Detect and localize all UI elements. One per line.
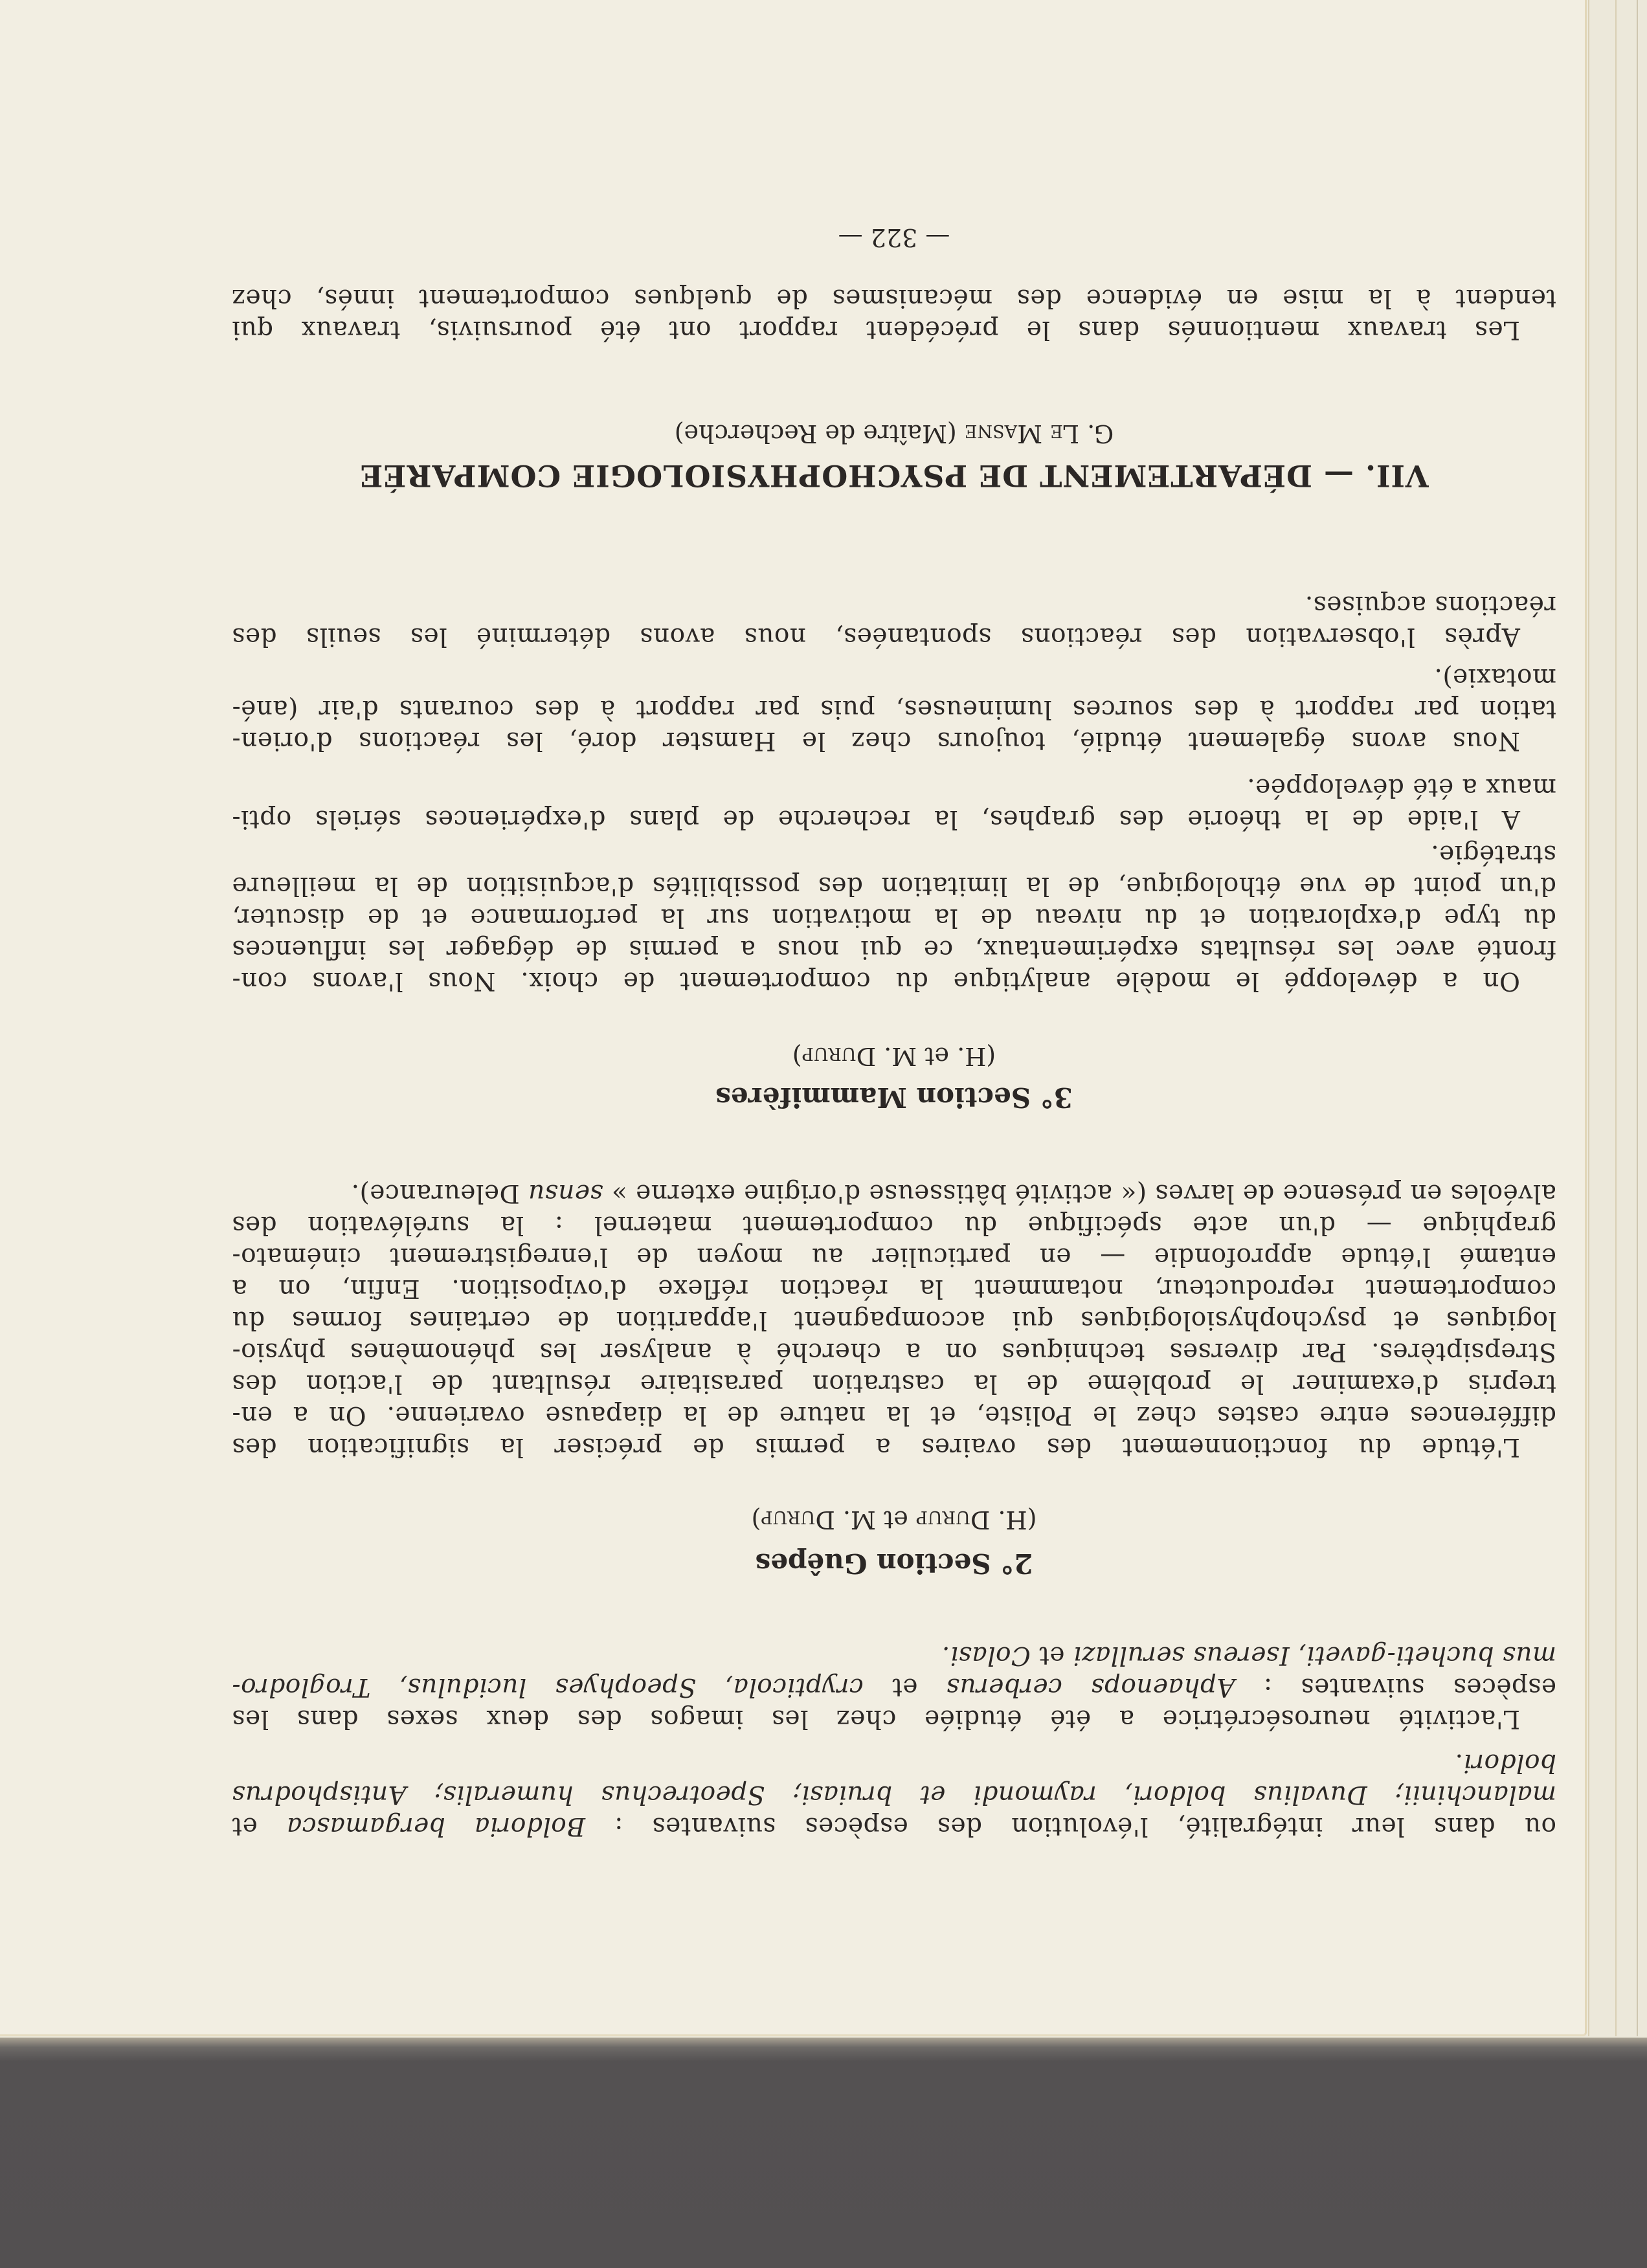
text-line bbox=[232, 662, 1556, 693]
text-line bbox=[232, 725, 1556, 757]
text-line bbox=[232, 1241, 1556, 1273]
text-run: et bbox=[232, 1812, 287, 1841]
text-line bbox=[232, 1810, 1556, 1842]
text-run: L'étude du fonctionnement des ovaires a permis de préciser la signification des bbox=[232, 1432, 1520, 1462]
italic-text: Boldoria bergamasca bbox=[286, 1812, 585, 1841]
text-line bbox=[232, 1747, 1556, 1779]
paragraph-orientation bbox=[232, 662, 1556, 757]
italic-text: malanchinii; Duvalius boldori, raymondi et bruiasi; Speotrechus humeralis; Antisphodrus bbox=[232, 1780, 1556, 1809]
paragraph-thresholds bbox=[232, 589, 1556, 652]
text-run: comportement reproducteur, notamment la réaction réflexe d'oviposition. Enfin, on a bbox=[232, 1274, 1556, 1303]
text-line bbox=[232, 1703, 1556, 1735]
text-run: et M. bbox=[835, 1506, 916, 1534]
text-line bbox=[232, 693, 1556, 725]
section-heading-mammals: 3° Section Mammifères bbox=[715, 1082, 1073, 1113]
text-line bbox=[232, 282, 1556, 314]
text-run: On a développé le modèle analytique du comportement de choix. Nous l'avons con- bbox=[232, 966, 1520, 995]
text-run: A l'aide de la théorie des graphes, la recherche de plans d'expériences sériels opti- bbox=[232, 805, 1520, 834]
small-caps-name: Le Masne bbox=[964, 419, 1080, 448]
text-run: du type d'exploration et du niveau de la motivation sur la performance et de discuter, bbox=[232, 903, 1556, 932]
italic-text: boldori bbox=[1463, 1748, 1556, 1777]
text-line bbox=[232, 1640, 1556, 1671]
text-line bbox=[232, 1273, 1556, 1304]
paragraph-innate-behaviour bbox=[232, 282, 1556, 346]
text-run: Nous avons également étudié, toujours chez le Hamster doré, les réactions d'orien- bbox=[232, 726, 1520, 755]
text-line bbox=[232, 589, 1556, 621]
text-line bbox=[232, 902, 1556, 933]
paragraph-neurosecretion bbox=[232, 1640, 1556, 1735]
small-caps-name: Durup bbox=[761, 1506, 835, 1534]
text-run: logiques et psychophysiologiques qui accompagnent l'apparition de certaines formes du bbox=[232, 1306, 1556, 1335]
text-run: tendent à la mise en évidence des mécanismes de quelques comportement innés, chez bbox=[232, 284, 1556, 313]
text-run: alvéoles en présence de larves (« activité bâtisseuse d'origine externe » bbox=[603, 1179, 1556, 1208]
italic-text: Colasi. bbox=[941, 1641, 1031, 1670]
italic-text: sensu bbox=[528, 1179, 603, 1208]
text-run: graphique — d'un acte spécifique du comportement maternel : la surélévation des bbox=[232, 1210, 1556, 1240]
paragraph-ovaries bbox=[232, 1177, 1556, 1463]
text-run: d'un point de vue éthologique, de la limitation des possibilités d'acquisition de la meilleure bbox=[232, 871, 1556, 900]
department-director bbox=[232, 418, 1556, 449]
text-line bbox=[232, 772, 1556, 803]
text-line bbox=[232, 1671, 1556, 1703]
text-run: ) bbox=[751, 1506, 761, 1534]
text-line bbox=[232, 621, 1556, 652]
text-run: entamé l'étude approfondie — en particulier au moyen de l'enregistrement cinémato- bbox=[232, 1242, 1556, 1271]
scanner-background bbox=[0, 2036, 1647, 2268]
text-line bbox=[232, 933, 1556, 965]
text-line bbox=[232, 1177, 1556, 1209]
text-run: trepris d'examiner le problème de la castration parasitaire résultant de l'action des bbox=[232, 1369, 1556, 1398]
section-heading-wasps: 2° Section Guêpes bbox=[755, 1548, 1033, 1579]
text-line bbox=[232, 803, 1556, 835]
small-caps-name: Durup bbox=[801, 1042, 877, 1071]
text-run: différences entre castes chez le Poliste, et la nature de la diapause ovarienne. On a en- bbox=[232, 1401, 1556, 1430]
text-run: et bbox=[863, 1673, 947, 1702]
text-run: maux a été développée. bbox=[1246, 773, 1556, 802]
section-authors-wasps bbox=[232, 1504, 1556, 1535]
paragraph-graph-theory bbox=[232, 772, 1556, 835]
text-run: Deleurance). bbox=[351, 1179, 528, 1208]
text-line bbox=[232, 1336, 1556, 1368]
text-run: fronté avec les résultats expérimentaux, ce qui nous a permis de dégager les influences bbox=[232, 935, 1556, 964]
text-run: (H. bbox=[990, 1506, 1037, 1534]
text-line bbox=[232, 838, 1556, 870]
text-run: Après l'observation des réactions spontanées, nous avons déterminé les seuils des bbox=[232, 622, 1520, 651]
italic-text: mus bucheti-gaveti, Isereus serullazi bbox=[1073, 1641, 1556, 1670]
text-run: (Maître de Recherche) bbox=[674, 419, 965, 448]
text-run: . bbox=[1455, 1748, 1464, 1777]
text-run: réactions acquises. bbox=[1305, 590, 1556, 619]
text-run: ) bbox=[792, 1042, 802, 1071]
text-run: G. bbox=[1079, 419, 1114, 448]
text-line bbox=[232, 1304, 1556, 1336]
text-line bbox=[232, 1431, 1556, 1463]
text-run: stratégie. bbox=[1430, 839, 1556, 869]
section-authors-mammals bbox=[232, 1041, 1556, 1072]
small-caps-name: Durup bbox=[915, 1506, 991, 1534]
text-line bbox=[232, 1209, 1556, 1241]
text-run: Les travaux mentionnés dans le précédent rapport ont été poursuivis, travaux qui bbox=[232, 315, 1520, 344]
text-run: (H. et M. bbox=[876, 1042, 996, 1071]
text-run: et bbox=[1030, 1641, 1073, 1670]
italic-text: Aphaenops cerberus bbox=[946, 1673, 1235, 1702]
italic-text: crypticola, Speophyes lucidulus, Troglodro- bbox=[231, 1673, 864, 1702]
text-line bbox=[232, 314, 1556, 346]
page-number: — 322 — bbox=[838, 223, 950, 252]
text-line bbox=[232, 965, 1556, 997]
paragraph-species-list bbox=[232, 1747, 1556, 1842]
text-run: tation par rapport à des sources lumineuses, puis par rapport à des courants d'air (ané- bbox=[232, 695, 1556, 724]
text-line bbox=[232, 1399, 1556, 1431]
department-heading: VII. — DÉPARTEMENT DE PSYCHOPHYSIOLOGIE COMPARÉE bbox=[359, 458, 1429, 493]
text-run: Strepsiptères. Par diverses techniques on a cherché à analyser les phénomènes physio- bbox=[232, 1337, 1556, 1366]
text-run: L'activité neurosécrétrice a été étudiée chez les imagos des deux sexes dans les bbox=[232, 1704, 1520, 1733]
text-run: motaxie). bbox=[1433, 663, 1556, 692]
paragraph-choice-model bbox=[232, 838, 1556, 997]
text-run: ou dans leur intégralité, l'évolution des espèces suivantes : bbox=[585, 1812, 1556, 1841]
text-line bbox=[232, 1368, 1556, 1399]
text-line bbox=[232, 1779, 1556, 1810]
text-run: espèces suivantes : bbox=[1235, 1673, 1556, 1702]
text-line bbox=[232, 870, 1556, 902]
